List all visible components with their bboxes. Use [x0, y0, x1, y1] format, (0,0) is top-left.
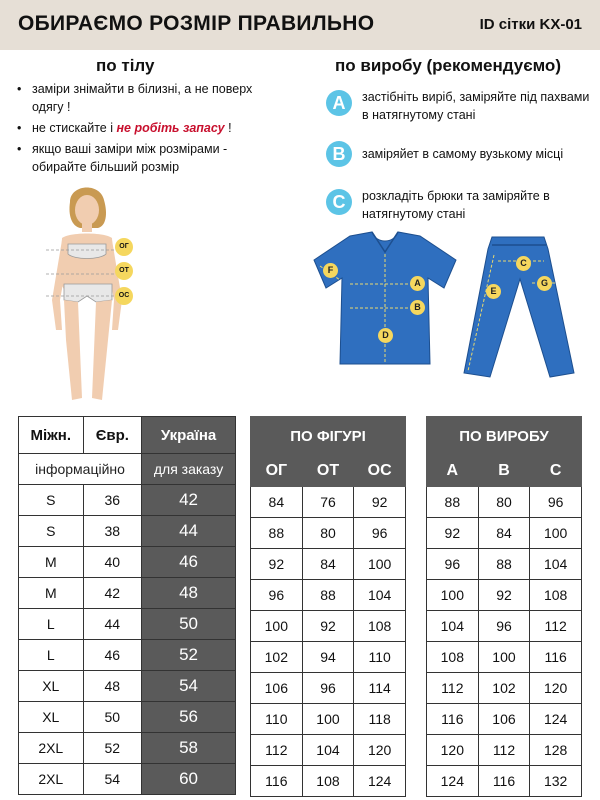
- size-table: [18, 416, 236, 795]
- table-cell: 120: [530, 673, 582, 704]
- table-row: [19, 417, 236, 454]
- hips-tag: ОС: [115, 287, 133, 305]
- table-cell: 102: [251, 642, 303, 673]
- table-cell: 102: [478, 673, 530, 704]
- table-cell: 116: [251, 766, 303, 797]
- info-subheader: інформаційно: [19, 454, 142, 485]
- table-cell: 92: [354, 487, 406, 518]
- table-row: [19, 454, 236, 485]
- table-cell: 48: [83, 671, 142, 702]
- table-cell: 100: [251, 611, 303, 642]
- table-cell: XL: [19, 702, 84, 733]
- table-cell: M: [19, 578, 84, 609]
- table-cell: 58: [142, 733, 236, 764]
- table-row: [427, 518, 582, 549]
- table-row: [251, 735, 406, 766]
- letter-a-badge: A: [326, 90, 352, 116]
- col-header-a: A: [427, 456, 479, 487]
- table-cell: 96: [302, 673, 354, 704]
- shirt-illustration: [310, 230, 460, 370]
- table-cell: 46: [83, 640, 142, 671]
- table-cell: 110: [251, 704, 303, 735]
- pants-tag-g: G: [537, 276, 552, 291]
- shirt-tag-b: B: [410, 300, 425, 315]
- table-row: [19, 578, 236, 609]
- shirt-tag-d: D: [378, 328, 393, 343]
- table-row: [251, 487, 406, 518]
- table-cell: 124: [530, 704, 582, 735]
- table-row: [19, 516, 236, 547]
- eur-header: Євр.: [83, 417, 142, 454]
- table-cell: L: [19, 609, 84, 640]
- table-cell: 48: [142, 578, 236, 609]
- table-cell: 96: [530, 487, 582, 518]
- col-header-os: ОС: [354, 456, 406, 487]
- table-cell: XL: [19, 671, 84, 702]
- table-cell: 92: [251, 549, 303, 580]
- body-table-caption: ПО ФІГУРІ: [251, 417, 406, 456]
- table-cell: 84: [478, 518, 530, 549]
- col-header-ot: ОТ: [302, 456, 354, 487]
- table-cell: 2XL: [19, 764, 84, 795]
- table-cell: 108: [427, 642, 479, 673]
- table-cell: 104: [427, 611, 479, 642]
- table-cell: 108: [530, 580, 582, 611]
- table-cell: 88: [302, 580, 354, 611]
- table-cell: 46: [142, 547, 236, 578]
- table-row: [19, 640, 236, 671]
- table-row: [251, 518, 406, 549]
- table-cell: S: [19, 516, 84, 547]
- table-row: [251, 417, 406, 456]
- table-cell: 112: [530, 611, 582, 642]
- table-row: [19, 733, 236, 764]
- table-cell: 100: [302, 704, 354, 735]
- table-cell: 76: [302, 487, 354, 518]
- ukraine-header: Україна: [142, 417, 236, 454]
- table-cell: 96: [478, 611, 530, 642]
- table-row: [251, 704, 406, 735]
- table-cell: 42: [142, 485, 236, 516]
- table-cell: 112: [478, 735, 530, 766]
- table-row: [251, 456, 406, 487]
- letter-c-badge: C: [326, 189, 352, 215]
- table-cell: 128: [530, 735, 582, 766]
- table-cell: 40: [83, 547, 142, 578]
- table-row: [19, 764, 236, 795]
- table-cell: 50: [83, 702, 142, 733]
- table-cell: 2XL: [19, 733, 84, 764]
- table-cell: S: [19, 485, 84, 516]
- table-cell: 106: [251, 673, 303, 704]
- table-cell: 56: [142, 702, 236, 733]
- body-section-title: по тілу: [96, 56, 155, 75]
- table-row: [19, 485, 236, 516]
- product-section-title: по виробу (рекомендуємо): [335, 56, 561, 75]
- table-cell: 104: [302, 735, 354, 766]
- table-cell: 44: [142, 516, 236, 547]
- table-row: [251, 766, 406, 797]
- table-cell: 88: [478, 549, 530, 580]
- table-cell: 60: [142, 764, 236, 795]
- product-table-caption: ПО ВИРОБУ: [427, 417, 582, 456]
- table-cell: 118: [354, 704, 406, 735]
- table-cell: 92: [302, 611, 354, 642]
- table-cell: 108: [354, 611, 406, 642]
- bullet-item: • якщо ваші заміри між розмірами - обирайте більший розмір: [14, 140, 284, 176]
- table-cell: 92: [427, 518, 479, 549]
- order-subheader: для заказу: [142, 454, 236, 485]
- table-row: [19, 609, 236, 640]
- table-cell: 124: [427, 766, 479, 797]
- table-row: [19, 671, 236, 702]
- table-row: [427, 611, 582, 642]
- no-allowance-highlight: не робіть запасу: [116, 121, 225, 135]
- table-cell: 106: [478, 704, 530, 735]
- table-row: [427, 673, 582, 704]
- table-row: [19, 547, 236, 578]
- table-cell: 104: [530, 549, 582, 580]
- table-cell: 114: [354, 673, 406, 704]
- table-cell: 96: [427, 549, 479, 580]
- table-cell: 42: [83, 578, 142, 609]
- bullet-item: • заміри знімайти в білизні, а не поверх одягу !: [14, 80, 284, 116]
- table-cell: 96: [354, 518, 406, 549]
- body-measurements-table: [250, 416, 406, 797]
- table-cell: 100: [427, 580, 479, 611]
- table-row: [427, 456, 582, 487]
- table-cell: 116: [530, 642, 582, 673]
- table-cell: L: [19, 640, 84, 671]
- grid-id-label: ID сітки KX-01: [479, 16, 582, 33]
- table-cell: 100: [530, 518, 582, 549]
- table-row: [251, 580, 406, 611]
- table-row: [427, 704, 582, 735]
- table-row: [427, 417, 582, 456]
- table-cell: 96: [251, 580, 303, 611]
- table-cell: 112: [251, 735, 303, 766]
- table-cell: 38: [83, 516, 142, 547]
- table-cell: 80: [478, 487, 530, 518]
- table-row: [251, 642, 406, 673]
- pants-tag-e: E: [486, 284, 501, 299]
- table-row: [427, 766, 582, 797]
- table-cell: 100: [478, 642, 530, 673]
- intl-header: Міжн.: [19, 417, 84, 454]
- chest-tag: ОГ: [115, 238, 133, 256]
- table-row: [427, 642, 582, 673]
- pants-tag-c: C: [516, 256, 531, 271]
- table-cell: 80: [302, 518, 354, 549]
- col-header-b: B: [478, 456, 530, 487]
- table-cell: 88: [251, 518, 303, 549]
- shirt-tag-f: F: [323, 263, 338, 278]
- table-cell: M: [19, 547, 84, 578]
- table-cell: 110: [354, 642, 406, 673]
- bullet-item: • не стискайте і не робіть запасу !: [14, 119, 284, 137]
- table-cell: 52: [142, 640, 236, 671]
- table-cell: 84: [251, 487, 303, 518]
- table-cell: 116: [427, 704, 479, 735]
- table-cell: 44: [83, 609, 142, 640]
- table-cell: 108: [302, 766, 354, 797]
- table-row: [427, 735, 582, 766]
- table-cell: 132: [530, 766, 582, 797]
- table-row: [251, 611, 406, 642]
- table-cell: 116: [478, 766, 530, 797]
- product-measurements-table: [426, 416, 582, 797]
- table-cell: 120: [354, 735, 406, 766]
- table-cell: 120: [427, 735, 479, 766]
- table-cell: 112: [427, 673, 479, 704]
- page-title: ОБИРАЄМО РОЗМІР ПРАВИЛЬНО: [18, 12, 375, 35]
- table-row: [427, 549, 582, 580]
- table-row: [427, 580, 582, 611]
- table-cell: 124: [354, 766, 406, 797]
- table-cell: 36: [83, 485, 142, 516]
- letter-b-badge: B: [326, 141, 352, 167]
- col-header-c: C: [530, 456, 582, 487]
- table-cell: 100: [354, 549, 406, 580]
- col-header-og: ОГ: [251, 456, 303, 487]
- table-cell: 50: [142, 609, 236, 640]
- table-row: [19, 702, 236, 733]
- scrub-shirt-icon: [310, 230, 460, 370]
- table-cell: 52: [83, 733, 142, 764]
- table-row: [251, 673, 406, 704]
- table-cell: 54: [83, 764, 142, 795]
- header-bar: [0, 0, 600, 50]
- table-cell: 92: [478, 580, 530, 611]
- table-row: [427, 487, 582, 518]
- table-cell: 54: [142, 671, 236, 702]
- table-cell: 94: [302, 642, 354, 673]
- shirt-tag-a: A: [410, 276, 425, 291]
- table-row: [251, 549, 406, 580]
- table-cell: 88: [427, 487, 479, 518]
- table-cell: 104: [354, 580, 406, 611]
- table-cell: 84: [302, 549, 354, 580]
- body-bullet-list: [14, 80, 284, 179]
- waist-tag: ОТ: [115, 262, 133, 280]
